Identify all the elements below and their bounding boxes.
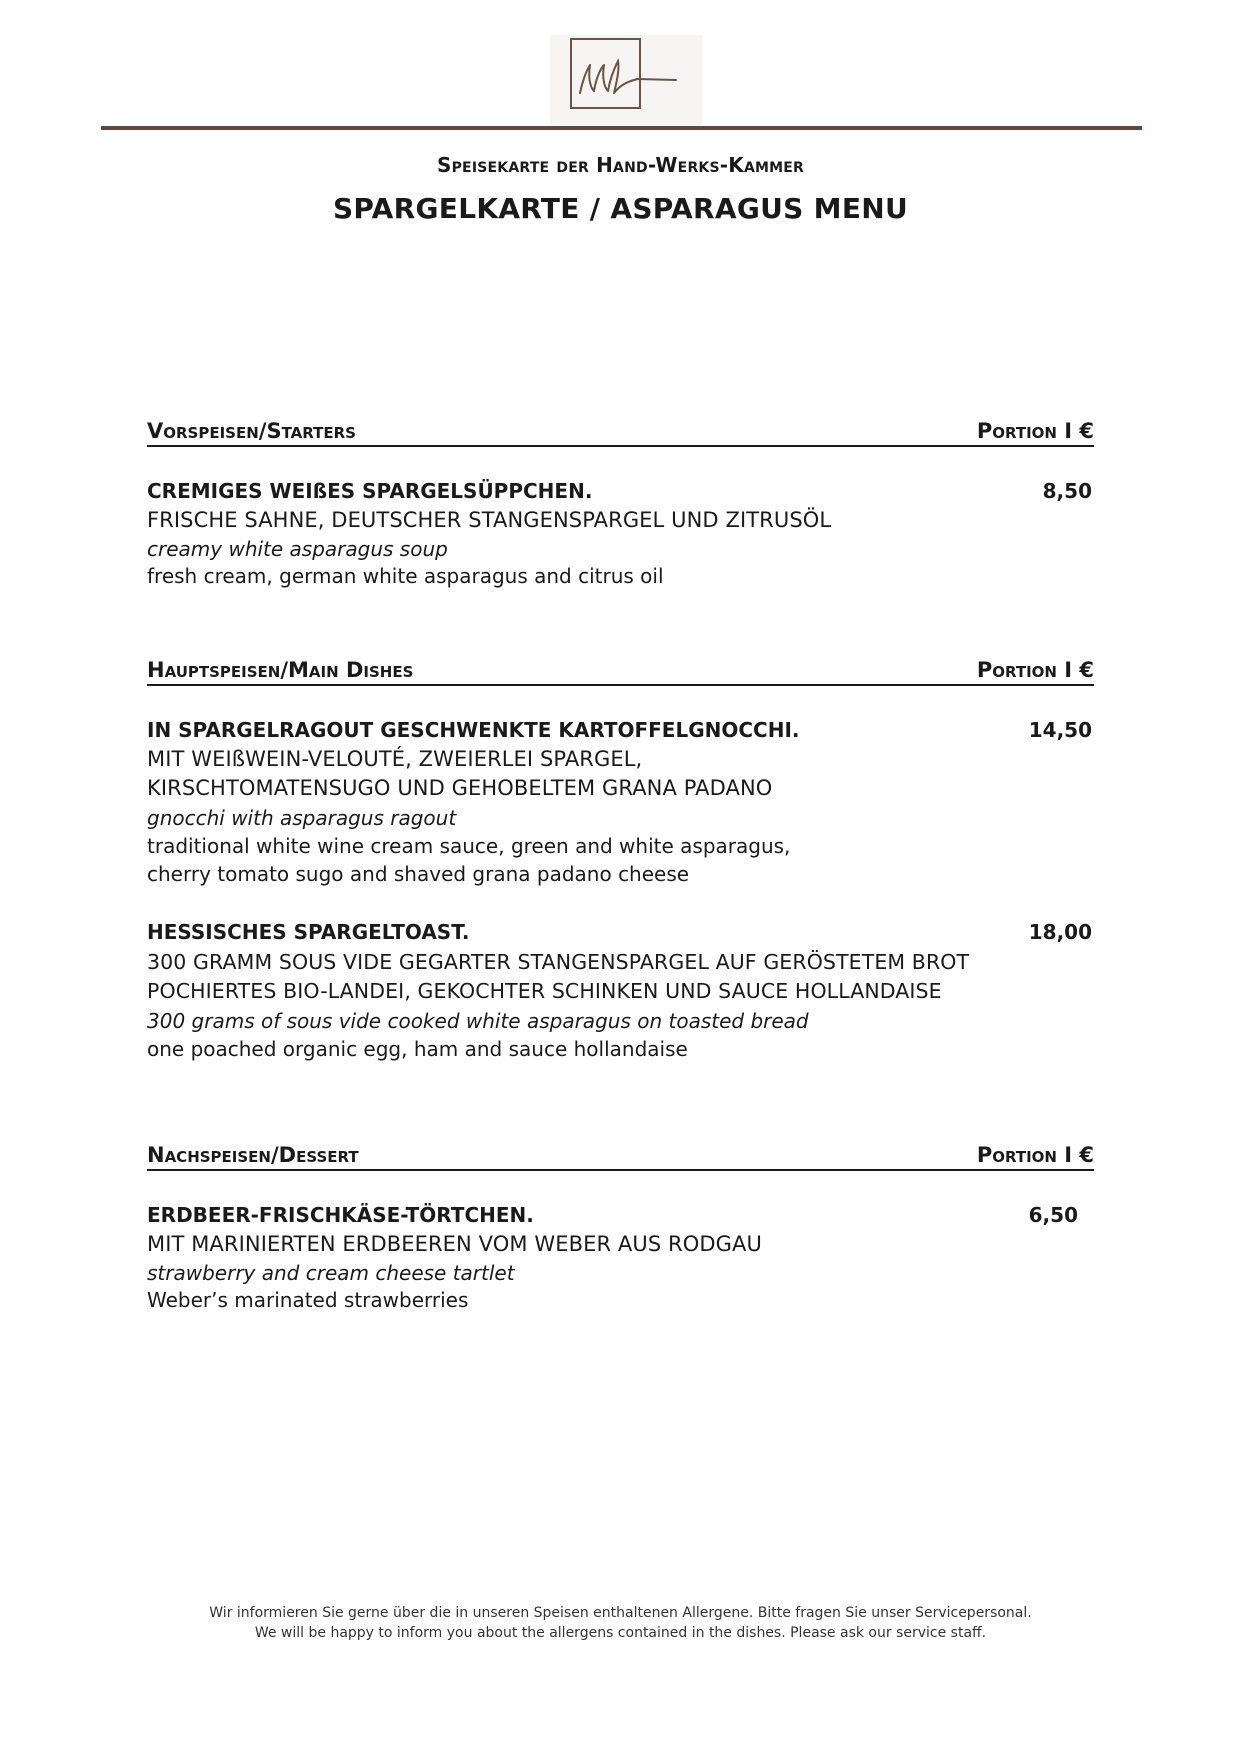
allergen-note-en: We will be happy to inform you about the allergens contained in the dishes. Please ask our service staff. — [254, 1625, 987, 1641]
dish-title: IN SPARGELRAGOUT GESCHWENKTE KARTOFFELGNOCCHI. — [147, 718, 800, 742]
monogram-logo — [550, 35, 702, 125]
dish-title: CREMIGES WEIßES SPARGELSÜPPCHEN. — [147, 479, 593, 503]
section-header-main-dishes — [147, 651, 1094, 686]
dish-description-de: KIRSCHTOMATENSUGO UND GEHOBELTEM GRANA PADANO — [147, 776, 773, 800]
dish-description-en: one poached organic egg, ham and sauce hollandaise — [147, 1037, 688, 1061]
dish-description-en: cherry tomato sugo and shaved grana padano cheese — [147, 862, 690, 886]
dish-description-de: FRISCHE SAHNE, DEUTSCHER STANGENSPARGEL UND ZITRUSÖL — [147, 508, 832, 532]
section-title: Hauptspeisen/Main Dishes — [147, 658, 414, 682]
monogram-signature-icon — [550, 35, 702, 125]
price-column-header: Portion I € — [976, 419, 1094, 443]
price-column-header: Portion I € — [976, 1143, 1094, 1167]
dish-price: 8,50 — [1042, 479, 1092, 503]
dish-title: ERDBEER-FRISCHKÄSE-TÖRTCHEN. — [147, 1203, 534, 1227]
menu-subtitle: Speisekarte der Hand-Werks-Kammer — [436, 153, 804, 177]
price-column-header: Portion I € — [976, 658, 1094, 682]
section-header-starters — [147, 412, 1094, 447]
dish-description-de: MIT MARINIERTEN ERDBEEREN VOM WEBER AUS RODGAU — [147, 1232, 762, 1256]
dish-price: 6,50 — [1028, 1203, 1078, 1227]
dish-title-en: strawberry and cream cheese tartlet — [147, 1261, 515, 1285]
section-title: Vorspeisen/Starters — [147, 419, 356, 443]
dish-title-en: gnocchi with asparagus ragout — [147, 806, 457, 830]
dish-description-de: POCHIERTES BIO-LANDEI, GEKOCHTER SCHINKEN UND SAUCE HOLLANDAISE — [147, 979, 942, 1003]
dish-description-de: 300 GRAMM SOUS VIDE GEGARTER STANGENSPARGEL AUF GERÖSTETEM BROT — [147, 950, 970, 974]
dish-description-de: MIT WEIßWEIN-VELOUTÉ, ZWEIERLEI SPARGEL, — [147, 747, 643, 771]
dish-title-en: 300 grams of sous vide cooked white asparagus on toasted bread — [147, 1009, 809, 1033]
dish-description-en: traditional white wine cream sauce, green and white asparagus, — [147, 834, 791, 858]
section-header-dessert — [147, 1136, 1094, 1171]
dish-price: 18,00 — [1028, 920, 1092, 944]
dish-description-en: Weber’s marinated strawberries — [147, 1288, 469, 1312]
header-rule — [101, 126, 1142, 130]
section-title: Nachspeisen/Dessert — [147, 1143, 359, 1167]
menu-title: SPARGELKARTE / ASPARAGUS MENU — [332, 192, 909, 225]
dish-title: HESSISCHES SPARGELTOAST. — [147, 920, 470, 944]
dish-title-en: creamy white asparagus soup — [147, 537, 448, 561]
dish-description-en: fresh cream, german white asparagus and citrus oil — [147, 564, 664, 588]
allergen-note-de: Wir informieren Sie gerne über die in unseren Speisen enthaltenen Allergene. Bitte fragen Sie unser Servicepersonal. — [209, 1605, 1032, 1621]
dish-price: 14,50 — [1028, 718, 1092, 742]
